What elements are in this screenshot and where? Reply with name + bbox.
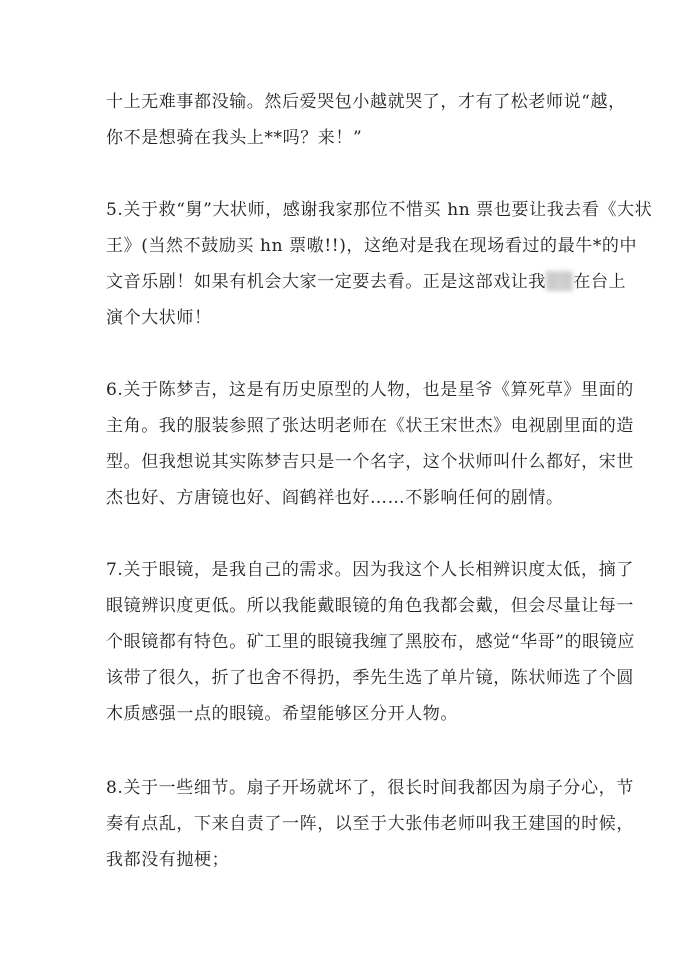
text-segment: 文音乐剧！如果有机会大家一定要去看。正是这部戏让我 <box>106 272 546 292</box>
paragraph-continuation <box>106 84 626 156</box>
paragraph-item-5 <box>106 192 653 336</box>
text-line: 该带了很久，折了也舍不得扔，季先生选了单片镜，陈状师选了个圆 <box>106 668 634 688</box>
text-line: 7.关于眼镜，是我自己的需求。因为我这个人长相辨识度太低，摘了 <box>106 560 634 580</box>
text-line: 杰也好、方唐镜也好、阎鹤祥也好……不影响任何的剧情。 <box>106 488 564 508</box>
text-line: 主角。我的服装参照了张达明老师在《状王宋世杰》电视剧里面的造 <box>106 416 634 436</box>
text-line: 8.关于一些细节。扇子开场就坏了，很长时间我都因为扇子分心，节 <box>106 778 634 798</box>
blurred-text: ▒▒ <box>546 272 574 292</box>
text-line: 个眼镜都有特色。矿工里的眼镜我缠了黑胶布，感觉“华哥”的眼镜应 <box>106 632 635 652</box>
text-segment: 在台上 <box>573 272 627 292</box>
text-line: 演个大状师！ <box>106 308 212 328</box>
text-line: 王》(当然不鼓励买 hn 票嗷!!)，这绝对是我在现场看过的最牛*的中 <box>106 236 638 256</box>
text-line: 木质感强一点的眼镜。希望能够区分开人物。 <box>106 704 458 724</box>
text-line: 型。但我想说其实陈梦吉只是一个名字，这个状师叫什么都好，宋世 <box>106 452 634 472</box>
text-line: 5.关于救“舅”大状师，感谢我家那位不惜买 hn 票也要让我去看《大状 <box>106 200 653 220</box>
paragraph-item-8 <box>106 770 634 878</box>
paragraph-item-7 <box>106 552 635 732</box>
text-line <box>106 264 627 300</box>
text-line: 十上无难事都没输。然后爱哭包小越就哭了，才有了松老师说“越， <box>106 92 626 112</box>
text-line: 眼镜辨识度更低。所以我能戴眼镜的角色我都会戴，但会尽量让每一 <box>106 596 634 616</box>
paragraph-item-6 <box>106 372 634 516</box>
text-line: 奏有点乱，下来自责了一阵，以至于大张伟老师叫我王建国的时候， <box>106 814 634 834</box>
text-line: 你不是想骑在我头上**吗？来！” <box>106 128 363 148</box>
text-line: 我都没有抛梗； <box>106 850 230 870</box>
text-line: 6.关于陈梦吉，这是有历史原型的人物，也是星爷《算死草》里面的 <box>106 380 634 400</box>
